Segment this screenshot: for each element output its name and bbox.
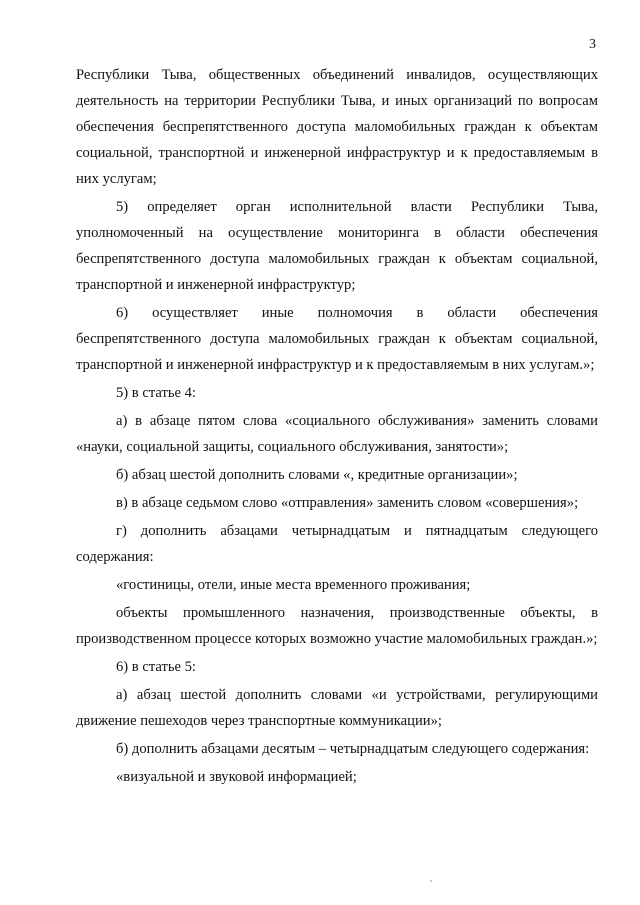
paragraph-12: а) абзац шестой дополнить словами «и устройствами, регулирующими движение пешеходов через транспортные коммуникации»;	[76, 687, 598, 729]
paragraph-4: 5) в статье 4:	[116, 385, 196, 401]
paragraph-5: а) в абзаце пятом слова «социального обслуживания» заменить словами «науки, социальной защиты, социального обслуживания, занятости»;	[76, 413, 598, 455]
paragraph-11: 6) в статье 5:	[116, 659, 196, 675]
paragraph-9: «гостиницы, отели, иные места временного проживания;	[116, 577, 471, 593]
page-number: 3	[589, 37, 596, 52]
paragraph-2: 5) определяет орган исполнительной власти Республики Тыва, уполномоченный на осуществление мониторинга в области обеспечения беспрепятственного доступа маломобильных граждан к объектам социальной, транспортной и инженерной инфраструктур;	[76, 199, 598, 293]
paragraph-10: объекты промышленного назначения, производственные объекты, в производственном процессе которых возможно участие маломобильных граждан.»;	[76, 605, 598, 647]
paragraph-8: г) дополнить абзацами четырнадцатым и пятнадцатым следующего содержания:	[76, 523, 598, 565]
document-body	[76, 62, 598, 790]
paragraph-1: Республики Тыва, общественных объединений инвалидов, осуществляющих деятельность на территории Республики Тыва, и иных организаций по вопросам обеспечения беспрепятственного доступа маломобильных граждан к объектам социальной, транспортной и инженерной инфраструктур и к предоставляемым в них услугам;	[76, 67, 598, 187]
paragraph-6: б) абзац шестой дополнить словами «, кредитные организации»;	[116, 467, 518, 483]
paragraph-7: в) в абзаце седьмом слово «отправления» заменить словом «совершения»;	[116, 495, 579, 511]
paragraph-13: б) дополнить абзацами десятым – четырнадцатым следующего содержания:	[116, 741, 590, 757]
scan-speck	[430, 880, 432, 882]
paragraph-3: 6) осуществляет иные полномочия в области обеспечения беспрепятственного доступа маломобильных граждан к объектам социальной, транспортной и инженерной инфраструктур и к предоставляемым в них услугам.»;	[76, 305, 598, 373]
paragraph-14: «визуальной и звуковой информацией;	[116, 769, 357, 785]
